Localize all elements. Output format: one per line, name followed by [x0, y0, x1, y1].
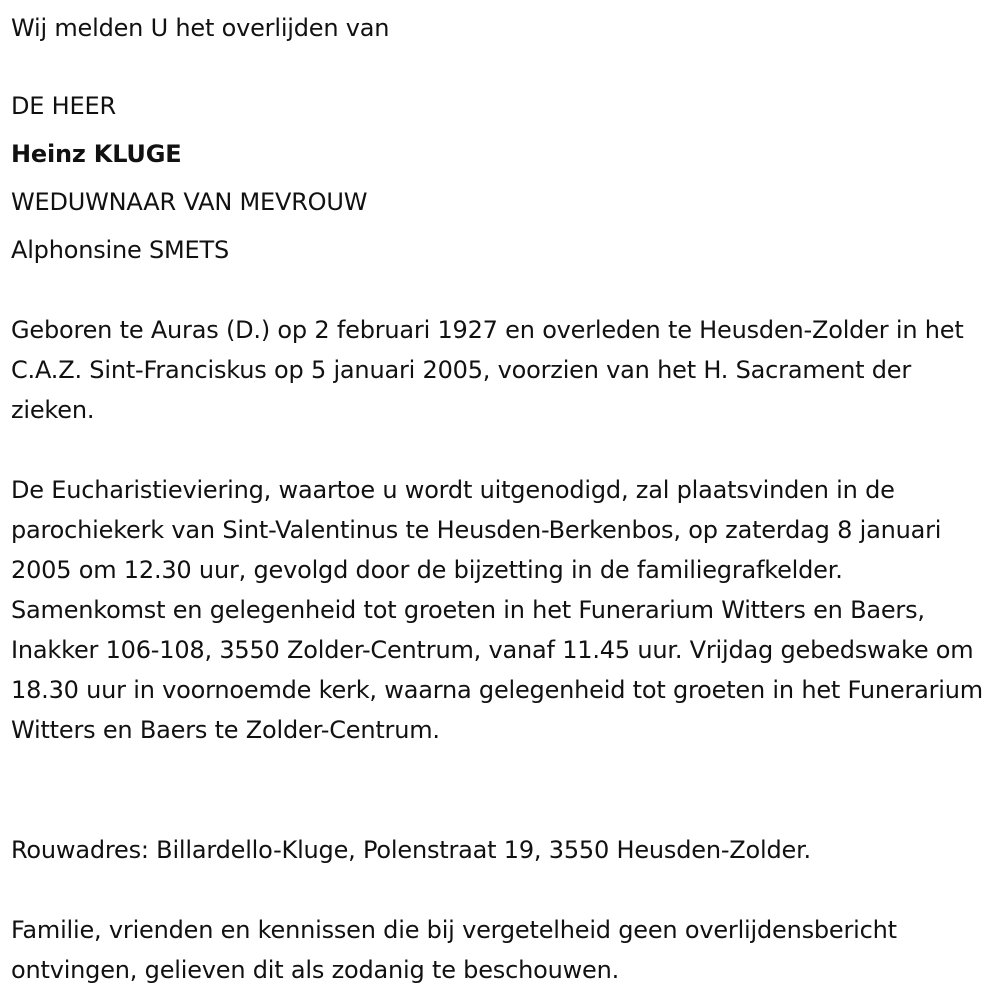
intro-text: Wij melden U het overlijden van [11, 14, 390, 42]
closing-paragraph: Familie, vrienden en kennissen die bij vergetelheid geen overlijdensbericht ontvingen, gelieven dit als zodanig te beschouwen. [11, 916, 897, 984]
ceremony-paragraph: De Eucharistieviering, waartoe u wordt uitgenodigd, zal plaatsvinden in de parochiekerk van Sint-Valentinus te Heusden-Berkenbos, op zaterdag 8 januari 2005 om 12.30 uur, gevolgd door de bijzetting in de familiegrafkelder. Samenkomst en gelegenheid tot groeten in het Funerarium Witters en Baers, Inakker 106-108, 3550 Zolder-Centrum, vanaf 11.45 uur. Vrijdag gebedswake om 18.30 uur in voornoemde kerk, waarna gelegenheid tot groeten in het Funerarium Witters en Baers te Zolder-Centrum. [11, 476, 983, 744]
relation-line: WEDUWNAAR VAN MEVROUW [11, 188, 368, 216]
birth-death-paragraph: Geboren te Auras (D.) op 2 februari 1927 en overleden te Heusden-Zolder in het C.A.Z. Sint-Franciskus op 5 januari 2005, voorzien van het H. Sacrament der zieken. [11, 316, 964, 424]
deceased-name: Heinz KLUGE [11, 140, 182, 168]
title-prefix: DE HEER [11, 92, 116, 120]
spouse-name: Alphonsine SMETS [11, 236, 230, 264]
mourning-address: Rouwadres: Billardello-Kluge, Polenstraat 19, 3550 Heusden-Zolder. [11, 836, 811, 864]
